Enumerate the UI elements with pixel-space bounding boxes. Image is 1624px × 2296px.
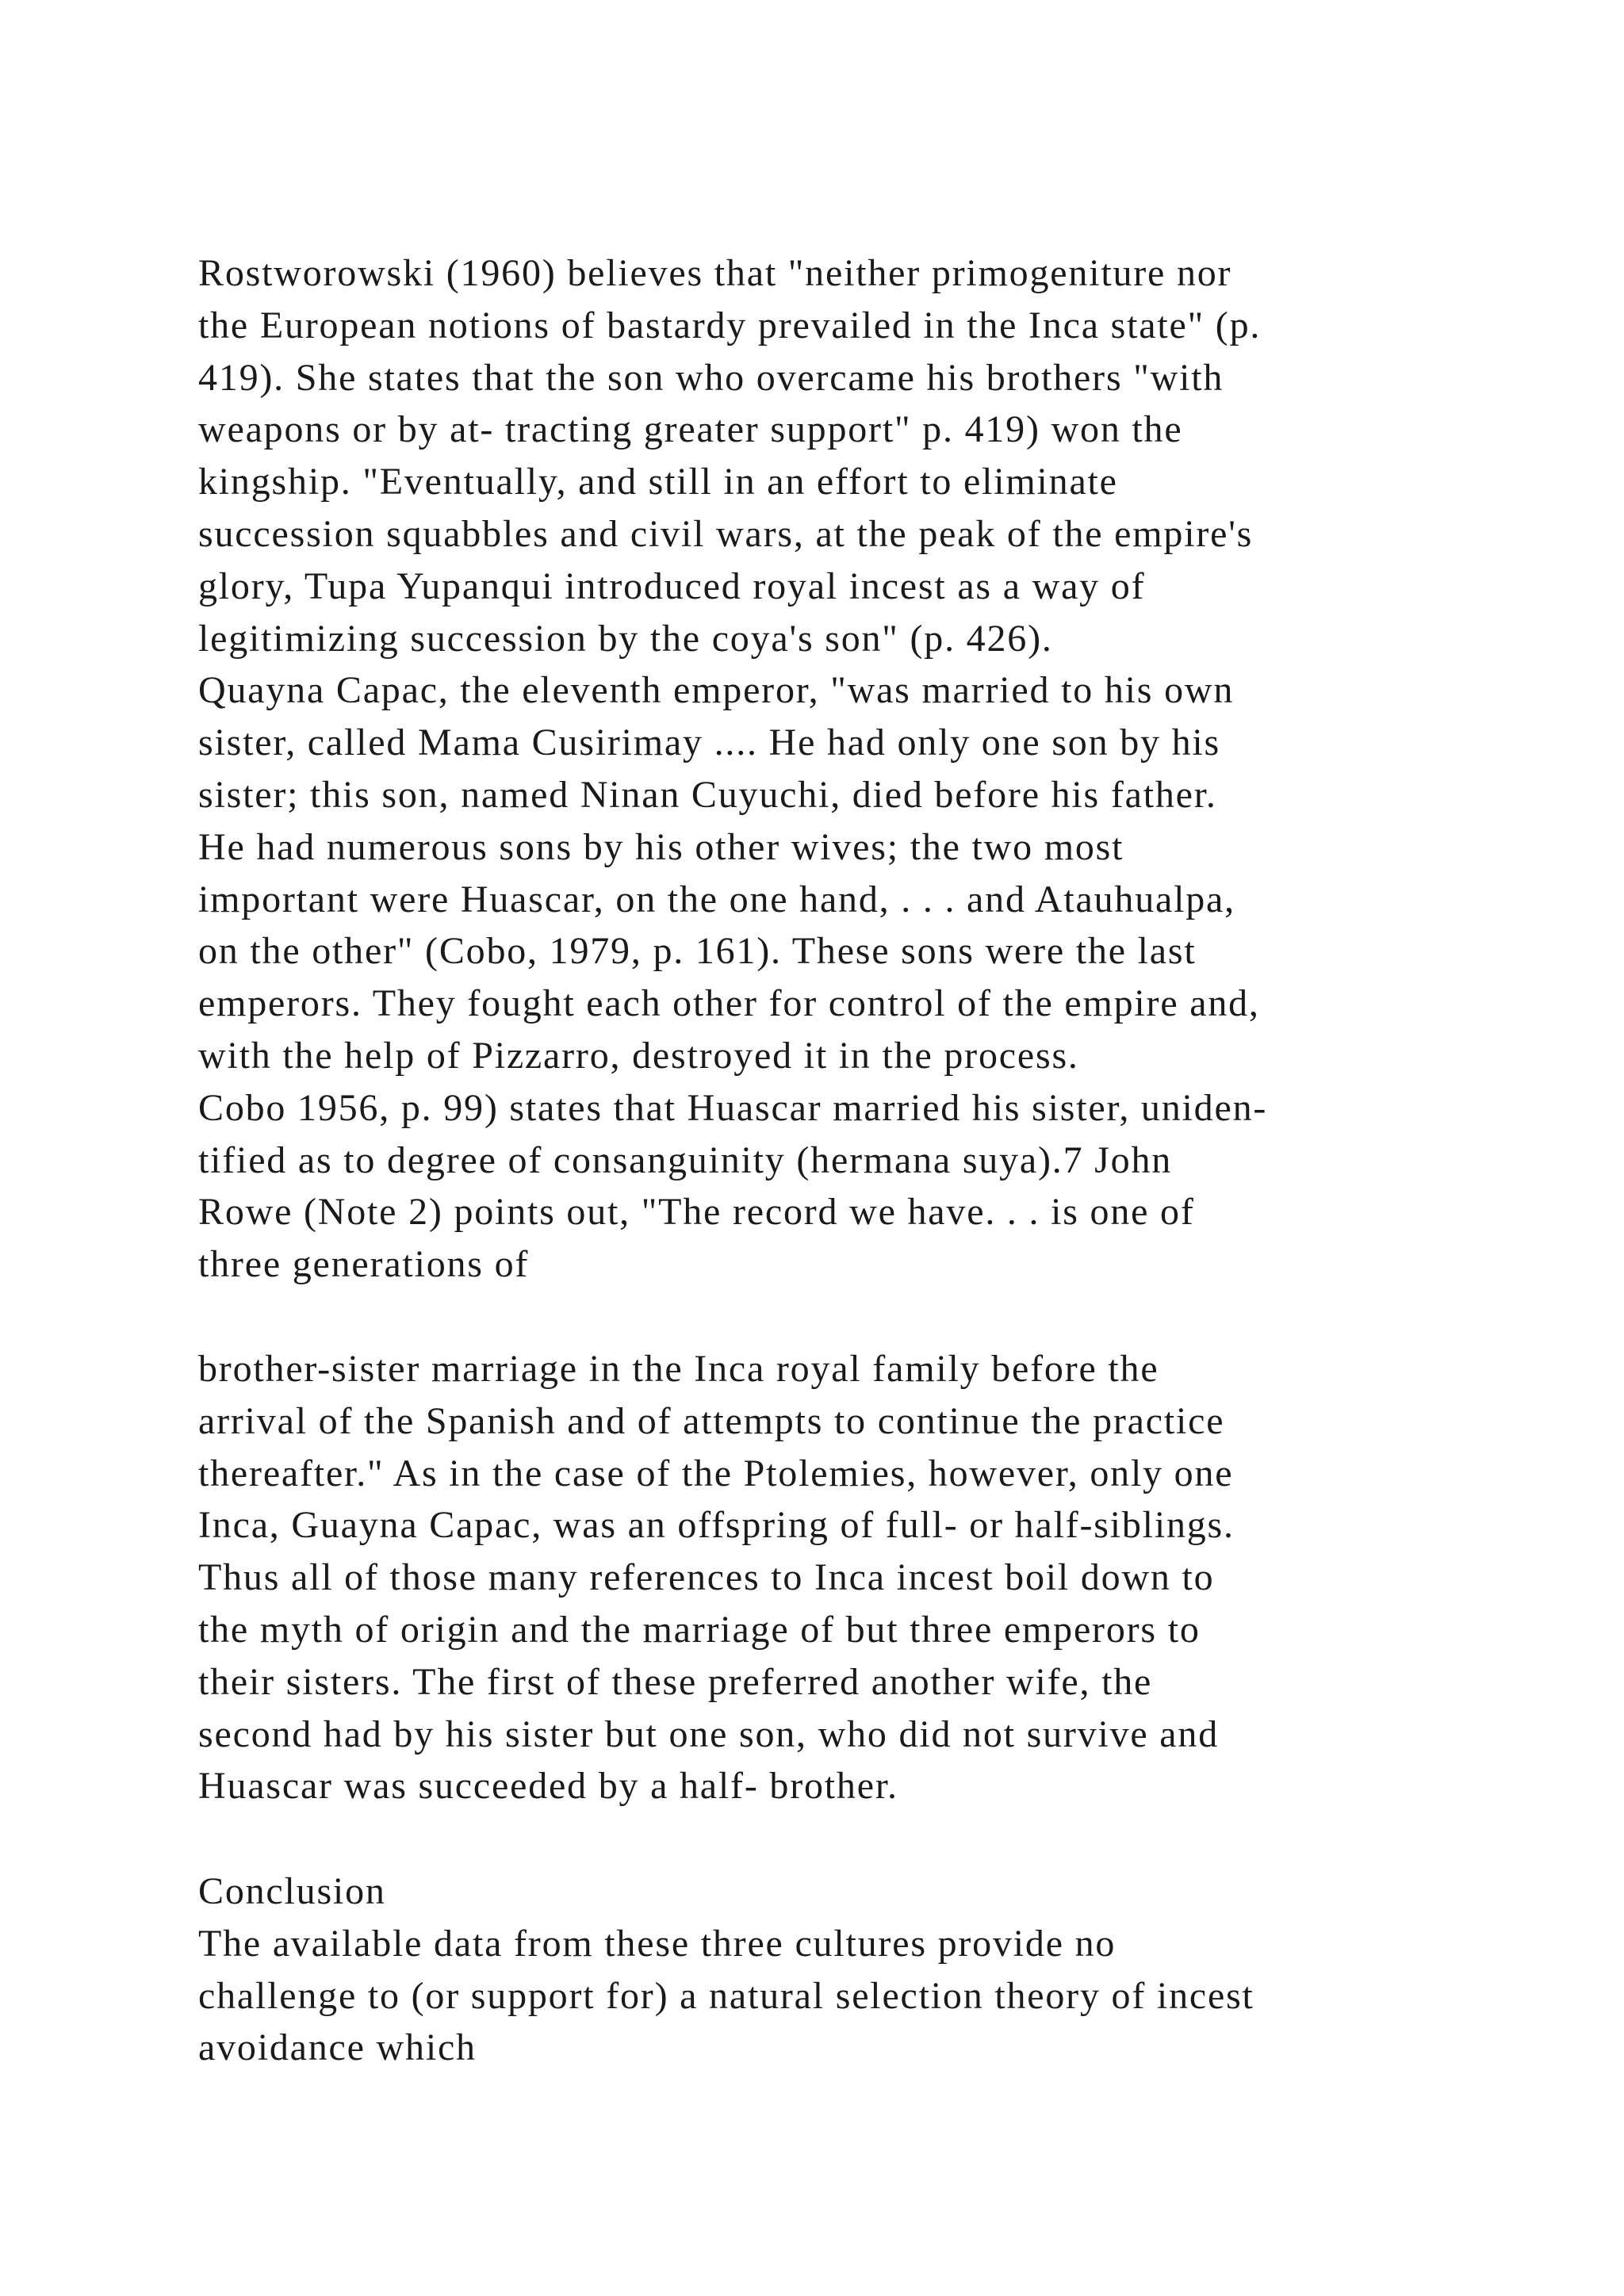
text-line: kingship. "Eventually, and still in an effort to eliminate: [198, 461, 1118, 503]
text-line: avoidance which: [198, 2026, 477, 2069]
text-line: Rowe (Note 2) points out, "The record we have. . . is one of: [198, 1191, 1195, 1234]
paragraph-block-inca-succession: [198, 247, 1435, 1291]
text-line: thereafter." As in the case of the Ptolemies, however, only one: [198, 1452, 1234, 1494]
text-line: emperors. They fought each other for control of the empire and,: [198, 982, 1260, 1025]
text-line: arrival of the Spanish and of attempts to continue the practice: [198, 1399, 1225, 1442]
text-line: weapons or by at- tracting greater support" p. 419) won the: [198, 408, 1183, 451]
text-line: three generations of: [198, 1243, 530, 1286]
text-line: the myth of origin and the marriage of but three emperors to: [198, 1608, 1201, 1651]
text-line: The available data from these three cultures provide no: [198, 1922, 1116, 1965]
text-line: Cobo 1956, p. 99) states that Huascar married his sister, uniden-: [198, 1086, 1268, 1129]
text-line: with the help of Pizzarro, destroyed it in the process.: [198, 1034, 1079, 1077]
text-line: glory, Tupa Yupanqui introduced royal incest as a way of: [198, 564, 1146, 607]
text-line: sister; this son, named Ninan Cuyuchi, died before his father.: [198, 773, 1217, 816]
conclusion-section: [198, 1866, 1435, 2074]
text-line: challenge to (or support for) a natural selection theory of incest: [198, 1974, 1254, 2017]
text-line: tified as to degree of consanguinity (hermana suya).7 John: [198, 1138, 1173, 1181]
text-line: sister, called Mama Cusirimay .... He had only one son by his: [198, 721, 1221, 764]
text-line: Rostworowski (1960) believes that "neither primogeniture nor: [198, 252, 1232, 294]
text-line: 419). She states that the son who overcame his brothers "with: [198, 356, 1224, 399]
text-line: second had by his sister but one son, who did not survive and: [198, 1712, 1219, 1755]
text-line: He had numerous sons by his other wives; the two most: [198, 825, 1124, 868]
text-line: Huascar was succeeded by a half- brother.: [198, 1765, 898, 1808]
text-line: the European notions of bastardy prevailed in the Inca state" (p.: [198, 304, 1262, 346]
section-heading-conclusion: Conclusion: [198, 1870, 386, 1912]
text-line: brother-sister marriage in the Inca royal family before the: [198, 1348, 1159, 1390]
text-line: Thus all of those many references to Inca incest boil down to: [198, 1556, 1215, 1599]
text-line: succession squabbles and civil wars, at the peak of the empire's: [198, 512, 1254, 555]
text-line: legitimizing succession by the coya's son" (p. 426).: [198, 617, 1053, 660]
text-line: on the other" (Cobo, 1979, p. 161). These sons were the last: [198, 930, 1197, 973]
text-line: their sisters. The first of these preferred another wife, the: [198, 1660, 1153, 1703]
paragraph-block-sibling-marriage: [198, 1343, 1435, 1812]
text-line: Inca, Guayna Capac, was an offspring of full- or half-siblings.: [198, 1504, 1235, 1547]
text-line: important were Huascar, on the one hand, . . . and Atauhualpa,: [198, 878, 1235, 920]
text-line: Quayna Capac, the eleventh emperor, "was married to his own: [198, 669, 1235, 712]
